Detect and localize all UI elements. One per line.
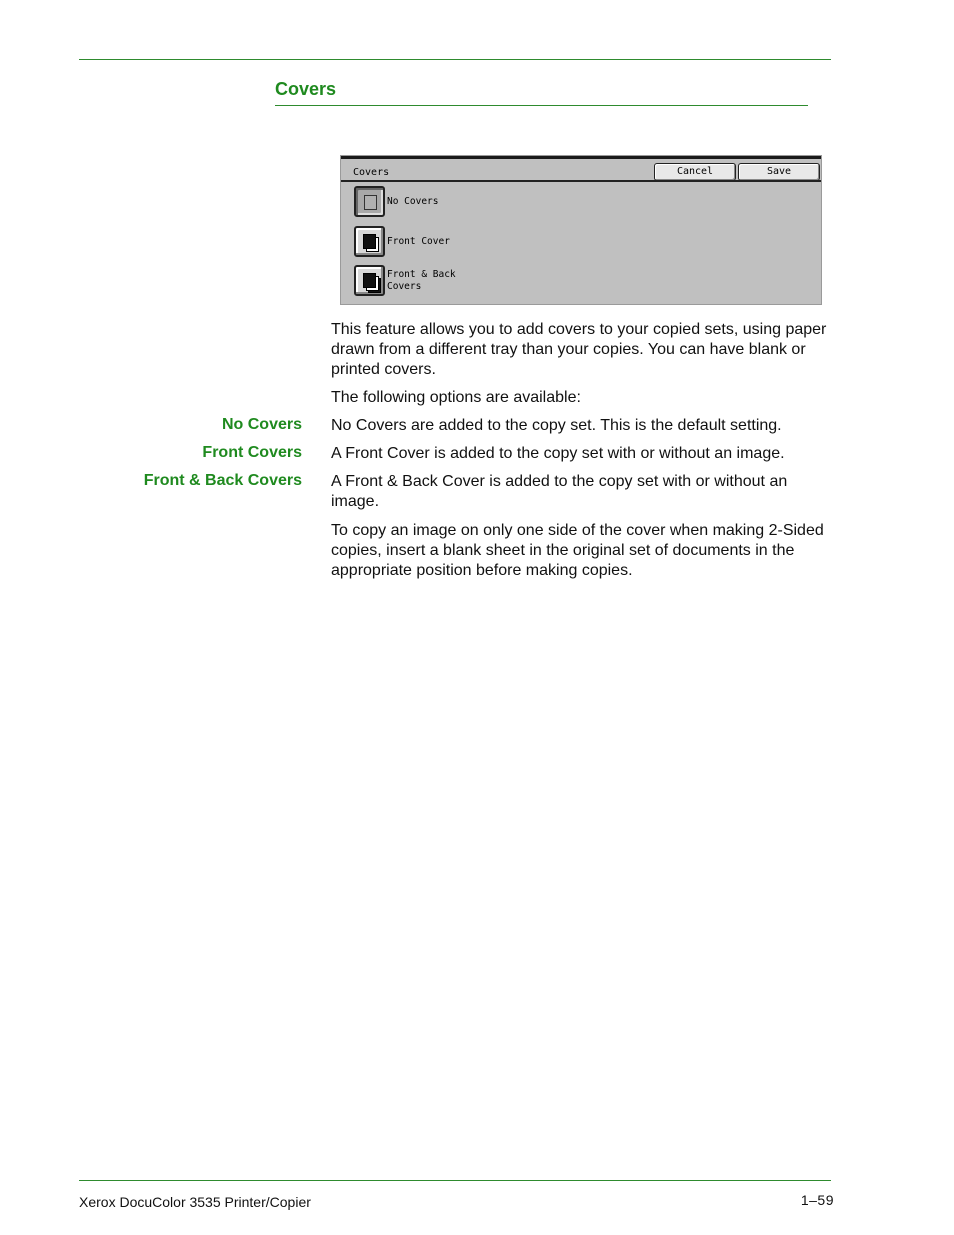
- term-front-covers: Front Covers: [202, 444, 302, 461]
- blank-page-icon: [364, 195, 377, 210]
- option-front-back-covers[interactable]: [354, 265, 456, 296]
- option-label-line: No Covers: [387, 195, 439, 207]
- header-rule: [79, 59, 831, 60]
- section-title: Covers: [275, 79, 337, 99]
- page-number: 1–59: [800, 1192, 834, 1208]
- footer-rule: [79, 1180, 831, 1181]
- no-covers-icon[interactable]: [354, 186, 385, 217]
- front-cover-icon[interactable]: [354, 226, 385, 257]
- option-label-line: Front & Back: [387, 268, 456, 280]
- footer-product-name: Xerox DocuColor 3535 Printer/Copier: [79, 1194, 311, 1210]
- option-front-cover[interactable]: [354, 226, 450, 257]
- screen-header: [341, 159, 822, 182]
- term-front-back-covers: Front & Back Covers: [143, 472, 302, 489]
- option-label-line: Front Cover: [387, 235, 450, 247]
- term-no-covers: No Covers: [221, 416, 302, 433]
- option-label-line: Covers: [387, 280, 422, 292]
- intro-paragraph: This feature allows you to add covers to your copied sets, using paper drawn from a different tray than your copies. You can have blank or printed covers.: [331, 321, 827, 378]
- front-cover-page-icon: [363, 273, 376, 288]
- cancel-button[interactable]: Cancel: [654, 163, 736, 181]
- option-label: [387, 236, 450, 248]
- screen-title: Covers: [353, 167, 390, 178]
- option-label: [387, 269, 456, 293]
- save-button[interactable]: Save: [738, 163, 820, 181]
- desc-no-covers: No Covers are added to the copy set. This is the default setting.: [331, 417, 782, 434]
- options-intro: The following options are available:: [331, 389, 581, 406]
- desc-front-back-covers: A Front & Back Cover is added to the copy set with or without an image.: [331, 473, 788, 510]
- front-back-covers-icon[interactable]: [354, 265, 385, 296]
- option-no-covers[interactable]: [354, 186, 438, 217]
- cover-page-icon: [363, 234, 376, 249]
- desc-front-covers: A Front Cover is added to the copy set with or without an image.: [331, 445, 785, 462]
- option-label: [387, 196, 438, 208]
- note-paragraph: To copy an image on only one side of the cover when making 2-Sided copies, insert a blank sheet in the original set of documents in the appropriate position before making copies.: [331, 522, 824, 579]
- section-title-rule: [275, 105, 808, 106]
